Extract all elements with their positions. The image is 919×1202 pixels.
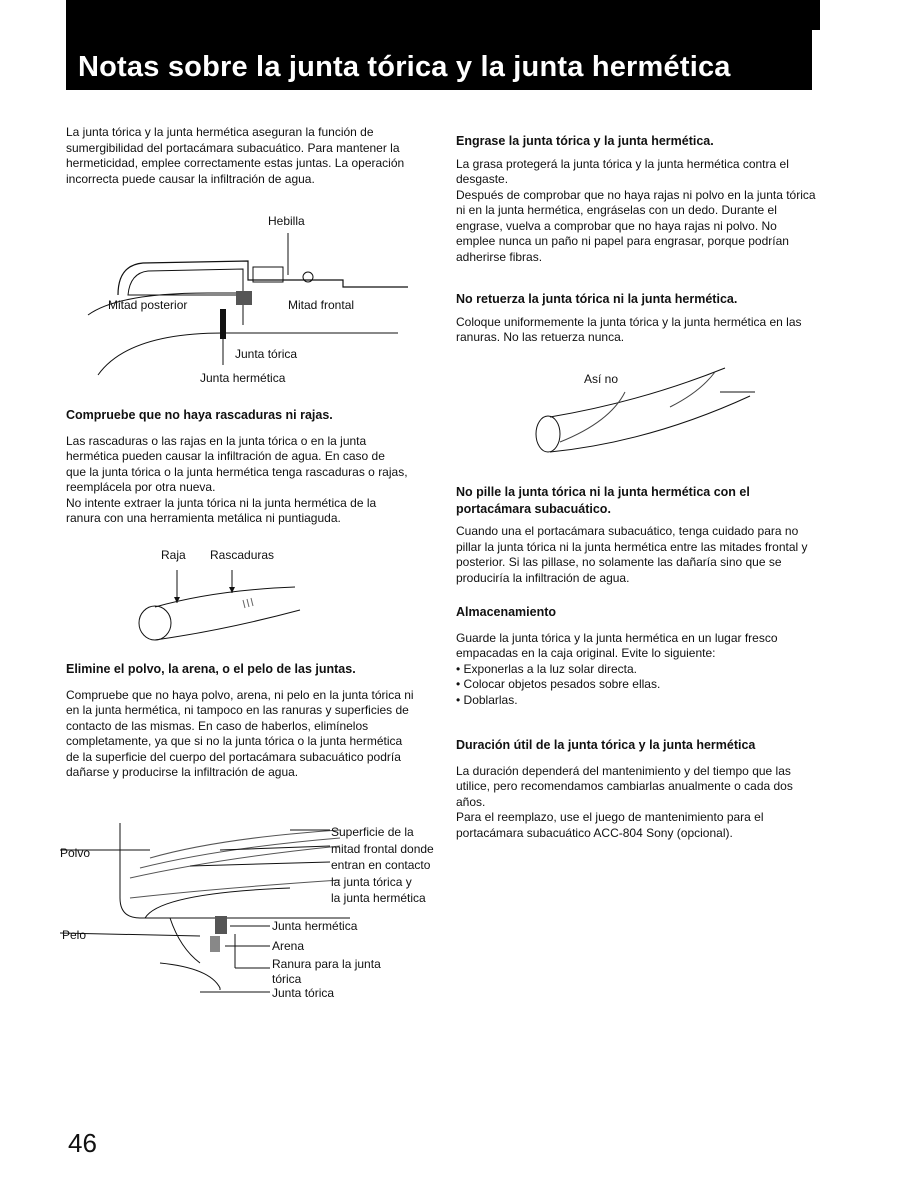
label-pelo: Pelo <box>62 928 87 942</box>
label-raja: Raja <box>161 548 186 562</box>
label-junta-hermetica: Junta hermética <box>200 371 286 385</box>
section-storage <box>456 605 818 708</box>
heading-pinch: No pille la junta tórica ni la junta hermética con el portacámara subacuático. <box>456 485 750 516</box>
twisted-ring-diagram <box>520 362 760 454</box>
grease-paragraph-2: Después de comprobar que no haya rajas ni polvo en la junta tórica ni en la junta hermética, engráselas con un dedo. Durante el engrase, vuelva a comprobar que no haya rajas ni polvo. No emplee nunca un paño ni papel para engrasar, porque podrían adherirse fibras. <box>456 187 816 264</box>
storage-bullet: • Doblarlas. <box>456 692 518 707</box>
heading-dust: Elimine el polvo, la arena, o el pelo de las juntas. <box>66 662 356 676</box>
section-dust <box>66 662 416 781</box>
ranura-line: tórica <box>272 972 302 986</box>
grease-paragraph-1: La grasa protegerá la junta tórica y la junta hermética contra el desgaste. <box>456 156 789 186</box>
page-number: 46 <box>68 1128 97 1158</box>
ranura-line: Ranura para la junta <box>272 957 381 971</box>
superficie-line: la junta hermética <box>331 891 426 905</box>
label-rascaduras: Rascaduras <box>210 548 275 562</box>
dust-paragraph: Compruebe que no haya polvo, arena, ni pelo en la junta tórica ni en la junta hermética, ni tampoco en las ranuras y superficies de contacto de las mismas. En caso de haberlos, elimínelos completamente, ya que si no la junta tórica o la junta hermética de la superficie del cuerpo del portacámara subacuático podría dañarse y producirse la infiltración de agua. <box>66 687 414 779</box>
lifespan-paragraph-1: La duración dependerá del mantenimiento y del tiempo que las utilice, pero recomendamos cambiarlas anualmente o cada dos años. <box>456 763 793 809</box>
label-polvo: Polvo <box>60 846 91 860</box>
label-junta-torica: Junta tórica <box>235 347 298 361</box>
label-superficie <box>331 824 434 907</box>
label-hebilla: Hebilla <box>268 214 305 228</box>
superficie-line: entran en contacto <box>331 858 431 872</box>
intro-block <box>66 125 408 187</box>
superficie-line: la junta tórica y <box>331 874 412 889</box>
label-junta-hermetica-2: Junta hermética <box>272 919 358 933</box>
label-mitad-posterior: Mitad posterior <box>108 298 188 312</box>
heading-twist: No retuerza la junta tórica ni la junta hermética. <box>456 292 738 306</box>
section-twist <box>456 292 816 346</box>
superficie-line: mitad frontal donde <box>331 841 434 856</box>
corner-mark <box>790 0 820 30</box>
heading-lifespan: Duración útil de la junta tórica y la junta hermética <box>456 738 756 752</box>
storage-bullet: • Colocar objetos pesados sobre ellas. <box>456 677 661 691</box>
lifespan-paragraph-2: Para el reemplazo, use el juego de mantenimiento para el portacámara subacuático ACC-804 Sony (opcional). <box>456 810 764 840</box>
scratches-paragraph-1: Las rascaduras o las rajas en la junta tórica o en la junta hermética pueden causar la infiltración de agua. En caso de que la junta tórica o la junta hermética tenga rascaduras o rajas, reemplácela por otra nueva. <box>66 433 408 494</box>
section-grease <box>456 134 816 265</box>
twist-paragraph: Coloque uniformemente la junta tórica y la junta hermética en las ranuras. No las retuerza nunca. <box>456 314 802 344</box>
heading-scratches: Compruebe que no haya rascaduras ni rajas. <box>66 408 333 422</box>
label-mitad-frontal: Mitad frontal <box>288 298 355 312</box>
storage-paragraph: Guarde la junta tórica y la junta hermética en un lugar fresco empacadas en la caja original. Evite lo siguiente: <box>456 630 778 660</box>
intro-paragraph: La junta tórica y la junta hermética aseguran la función de sumergibilidad del portacámara subacuático. Para mantener la hermeticidad, emplee correctamente estas juntas. La operación incorrecta puede causar la infiltración de agua. <box>66 125 405 186</box>
pinch-paragraph: Cuando una el portacámara subacuático, tenga cuidado para no pillar la junta tórica ni la junta hermética entre las mitades frontal y posterior. Si las pillase, no solamente las dañaría sino que se produciría la infiltración de agua. <box>456 524 808 585</box>
label-junta-torica-2: Junta tórica <box>272 986 335 1000</box>
superficie-line: Superficie de la <box>331 825 414 839</box>
section-pinch <box>456 484 818 586</box>
scratches-paragraph-2: No intente extraer la junta tórica ni la junta hermética de la ranura con una herramienta metálica ni puntiaguda. <box>66 495 377 525</box>
section-scratches <box>66 408 408 527</box>
label-ranura <box>272 957 381 987</box>
cracked-ring-diagram <box>135 565 305 645</box>
heading-storage: Almacenamiento <box>456 605 557 619</box>
label-arena: Arena <box>272 939 305 953</box>
page-title: Notas sobre la junta tórica y la junta hermética <box>78 51 731 83</box>
heading-grease: Engrase la junta tórica y la junta hermética. <box>456 134 714 148</box>
storage-bullet: • Exponerlas a la luz solar directa. <box>456 661 637 676</box>
section-lifespan <box>456 738 818 841</box>
title-banner <box>66 0 812 90</box>
label-asi-no: Así no <box>584 372 619 386</box>
